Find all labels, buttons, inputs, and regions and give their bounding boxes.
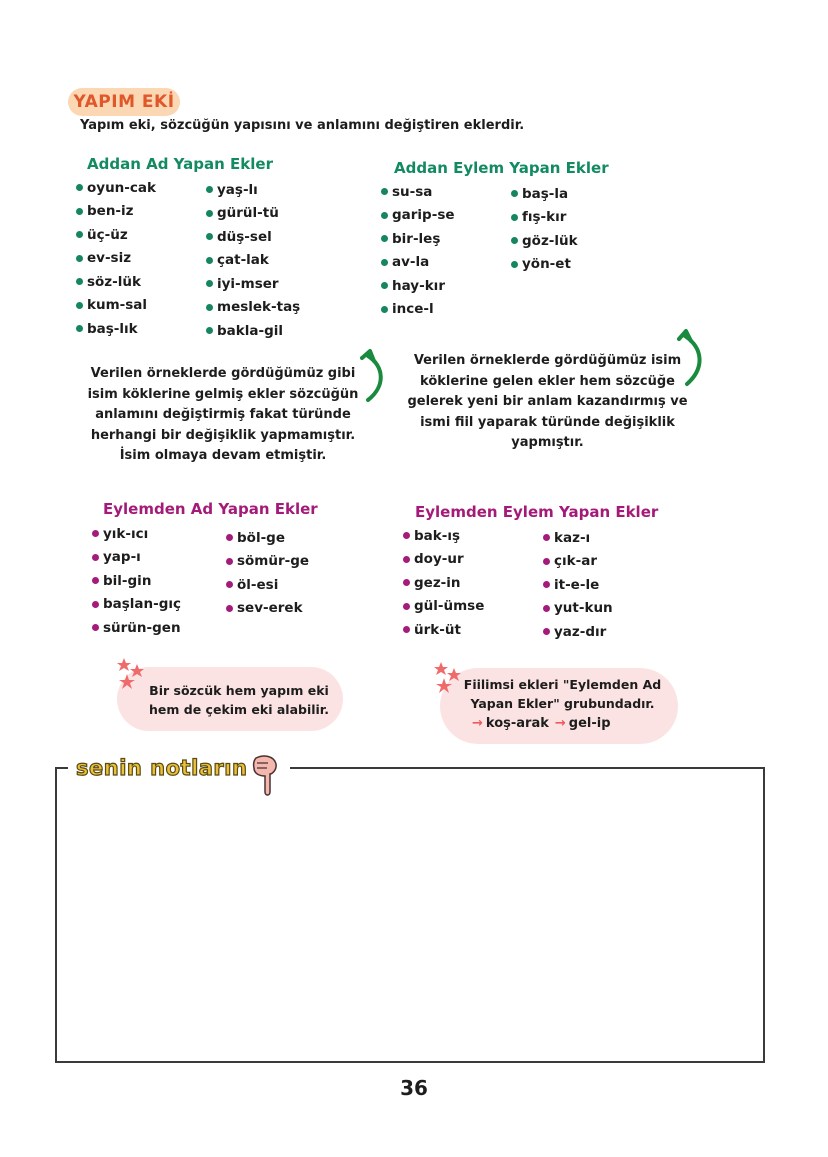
text-line: herhangi bir değişiklik yapmamıştır. (90, 427, 356, 443)
list-item-label: it-e-le (554, 576, 600, 593)
list-item-label: çık-ar (554, 553, 597, 570)
addan-eylem-title: Addan Eylem Yapan Ekler (394, 159, 609, 177)
list-item-label: sev-erek (237, 600, 303, 617)
eylemden-eylem-col1 (403, 524, 484, 642)
eylemden-eylem-title: Eylemden Eylem Yapan Ekler (415, 503, 659, 521)
list-item-label: baş-lık (87, 320, 138, 337)
list-item (206, 178, 300, 202)
list-item (226, 550, 309, 574)
list-item (92, 593, 181, 617)
list-item (403, 524, 484, 548)
list-item (403, 571, 484, 595)
bullet-dot-icon (76, 302, 83, 309)
bullet-dot-icon (206, 233, 213, 240)
bullet-dot-icon (206, 280, 213, 287)
curved-arrow-up-icon (360, 348, 390, 404)
section-badge: YAPIM EKİ (68, 88, 180, 116)
list-item-label: ben-iz (87, 203, 134, 220)
list-item-label: yön-et (522, 256, 571, 273)
list-item-label: bak-ış (414, 527, 461, 544)
bullet-dot-icon (511, 190, 518, 197)
list-item-label: hay-kır (392, 277, 445, 294)
list-item-label: başlan-gıç (103, 596, 182, 613)
list-item (381, 180, 455, 204)
bullet-dot-icon (92, 530, 99, 537)
bullet-dot-icon (226, 605, 233, 612)
eylemden-ad-col2 (226, 526, 309, 620)
bullet-dot-icon (206, 304, 213, 311)
bullet-dot-icon (543, 534, 550, 541)
intro-text: Yapım eki, sözcüğün yapısını ve anlamını değiştiren eklerdir. (80, 118, 525, 133)
text-line: yapmıştır. (511, 435, 584, 450)
list-item (511, 253, 578, 277)
bullet-dot-icon (76, 325, 83, 332)
bullet-dot-icon (403, 603, 410, 610)
list-item-label: gül-ümse (414, 598, 485, 615)
bullet-dot-icon (226, 581, 233, 588)
list-item-label: üç-üz (87, 226, 128, 243)
bullet-dot-icon (92, 577, 99, 584)
addan-ad-col2 (206, 178, 300, 343)
bullet-dot-icon (381, 259, 388, 266)
arrow-right-icon: → (554, 716, 566, 731)
bullet-dot-icon (206, 210, 213, 217)
list-item-label: bir-leş (392, 230, 441, 247)
list-item-label: kum-sal (87, 297, 148, 314)
list-item-label: söz-lük (87, 273, 141, 290)
eylemden-ad-col1 (92, 522, 181, 640)
bullet-dot-icon (403, 626, 410, 633)
list-item-label: su-sa (392, 183, 433, 200)
list-item-label: av-la (392, 254, 430, 271)
list-item (381, 251, 455, 275)
list-item-label: yap-ı (103, 549, 141, 566)
addan-eylem-col1 (381, 180, 455, 321)
text-line: Yapan Ekler" grubundadır. (470, 696, 655, 711)
bullet-dot-icon (403, 556, 410, 563)
list-item (543, 573, 613, 597)
list-item-label: ev-siz (87, 250, 132, 267)
list-item (226, 526, 309, 550)
bullet-dot-icon (206, 186, 213, 193)
text-line: köklerine gelen ekler hem sözcüğe (420, 373, 675, 389)
notes-area[interactable] (55, 767, 765, 1063)
list-item (92, 616, 181, 640)
page-number: 36 (400, 1076, 428, 1100)
text-line: ismi fiil yaparak türünde değişiklik (420, 414, 675, 430)
bullet-dot-icon (226, 558, 233, 565)
bullet-dot-icon (226, 534, 233, 541)
notes-label: senin notların (76, 756, 248, 780)
tip-right-examples (472, 716, 611, 731)
curved-arrow-up-icon (677, 328, 707, 388)
list-item-label: bakla-gil (217, 322, 284, 339)
bullet-dot-icon (206, 327, 213, 334)
list-item (206, 202, 300, 226)
list-item (381, 274, 455, 298)
list-item-label: çat-lak (217, 252, 269, 269)
list-item-label: gez-in (414, 574, 461, 591)
list-item (92, 569, 181, 593)
list-item (76, 200, 156, 224)
list-item (226, 573, 309, 597)
bullet-dot-icon (76, 278, 83, 285)
list-item (206, 272, 300, 296)
list-item (76, 176, 156, 200)
bullet-dot-icon (543, 628, 550, 635)
addan-eylem-col2 (511, 182, 578, 276)
bullet-dot-icon (381, 235, 388, 242)
bullet-dot-icon (92, 624, 99, 631)
bullet-dot-icon (381, 212, 388, 219)
list-item (543, 597, 613, 621)
bullet-dot-icon (76, 184, 83, 191)
arrow-right-icon: → (472, 716, 483, 731)
list-item-label: baş-la (522, 185, 569, 202)
list-item (381, 204, 455, 228)
list-item-label: yaz-dır (554, 623, 607, 640)
list-item-label: fış-kır (522, 209, 567, 226)
bullet-dot-icon (511, 237, 518, 244)
bullet-dot-icon (76, 231, 83, 238)
bullet-dot-icon (543, 581, 550, 588)
list-item (511, 182, 578, 206)
list-item-label: sömür-ge (237, 553, 310, 570)
text-line: anlamını değiştirmiş fakat türünde (95, 407, 351, 422)
bullet-dot-icon (511, 261, 518, 268)
list-item (76, 247, 156, 271)
text-line: hem de çekim eki alabilir. (149, 702, 329, 717)
list-item (511, 229, 578, 253)
explanation-left (78, 364, 368, 467)
list-item-label: yık-ıcı (103, 525, 149, 542)
list-item-label: kaz-ı (554, 529, 591, 546)
bullet-dot-icon (543, 605, 550, 612)
list-item (206, 249, 300, 273)
list-item (381, 227, 455, 251)
list-item (543, 526, 613, 550)
list-item-label: öl-esi (237, 576, 279, 593)
text-line: İsim olmaya devam etmiştir. (119, 448, 327, 463)
list-item (206, 225, 300, 249)
bullet-dot-icon (381, 282, 388, 289)
list-item (403, 618, 484, 642)
explanation-right (400, 351, 695, 454)
addan-ad-title: Addan Ad Yapan Ekler (87, 155, 273, 173)
list-item-label: yaş-lı (217, 181, 258, 198)
bullet-dot-icon (543, 558, 550, 565)
bullet-dot-icon (206, 257, 213, 264)
list-item (92, 546, 181, 570)
list-item-label: iyi-mser (217, 275, 279, 292)
text-line: Fiilimsi ekleri "Eylemden Ad (463, 677, 662, 692)
list-item-label: doy-ur (414, 551, 464, 568)
bullet-dot-icon (76, 208, 83, 215)
tip-right-text (455, 675, 670, 713)
example-word: koş-arak (485, 716, 549, 731)
list-item-label: böl-ge (237, 529, 285, 546)
bullet-dot-icon (381, 188, 388, 195)
tip-left-text (134, 681, 344, 719)
list-item-label: sürün-gen (103, 619, 181, 636)
bullet-dot-icon (511, 214, 518, 221)
list-item (403, 595, 484, 619)
list-item-label: göz-lük (522, 232, 578, 249)
list-item (381, 298, 455, 322)
list-item-label: ürk-üt (414, 621, 461, 638)
eylemden-ad-title: Eylemden Ad Yapan Ekler (103, 500, 318, 518)
pointing-hand-icon (250, 754, 282, 798)
eylemden-eylem-col2 (543, 526, 613, 644)
list-item-label: gürül-tü (217, 205, 279, 222)
bullet-dot-icon (92, 554, 99, 561)
bullet-dot-icon (381, 306, 388, 313)
list-item (403, 548, 484, 572)
text-line: Verilen örneklerde gördüğümüz isim (413, 353, 682, 368)
list-item (76, 317, 156, 341)
example-word: gel-ip (568, 716, 611, 731)
list-item-label: garip-se (392, 207, 455, 224)
list-item (76, 270, 156, 294)
list-item (226, 597, 309, 621)
bullet-dot-icon (403, 532, 410, 539)
text-line: isim köklerine gelmiş ekler sözcüğün (87, 386, 359, 402)
addan-ad-col1 (76, 176, 156, 341)
list-item-label: bil-gin (103, 572, 152, 589)
bullet-dot-icon (403, 579, 410, 586)
text-line: Bir sözcük hem yapım eki (149, 683, 329, 698)
list-item (543, 620, 613, 644)
list-item-label: ince-l (392, 301, 434, 318)
list-item (206, 296, 300, 320)
bullet-dot-icon (76, 255, 83, 262)
text-line: gelerek yeni bir anlam kazandırmış ve (407, 394, 688, 409)
text-line: Verilen örneklerde gördüğümüz gibi (90, 366, 356, 381)
list-item-label: meslek-taş (217, 299, 301, 316)
list-item (543, 550, 613, 574)
list-item (206, 319, 300, 343)
list-item-label: oyun-cak (87, 179, 156, 196)
list-item (511, 206, 578, 230)
list-item (76, 294, 156, 318)
list-item (76, 223, 156, 247)
list-item (92, 522, 181, 546)
list-item-label: yut-kun (554, 600, 613, 617)
bullet-dot-icon (92, 601, 99, 608)
list-item-label: düş-sel (217, 228, 272, 245)
